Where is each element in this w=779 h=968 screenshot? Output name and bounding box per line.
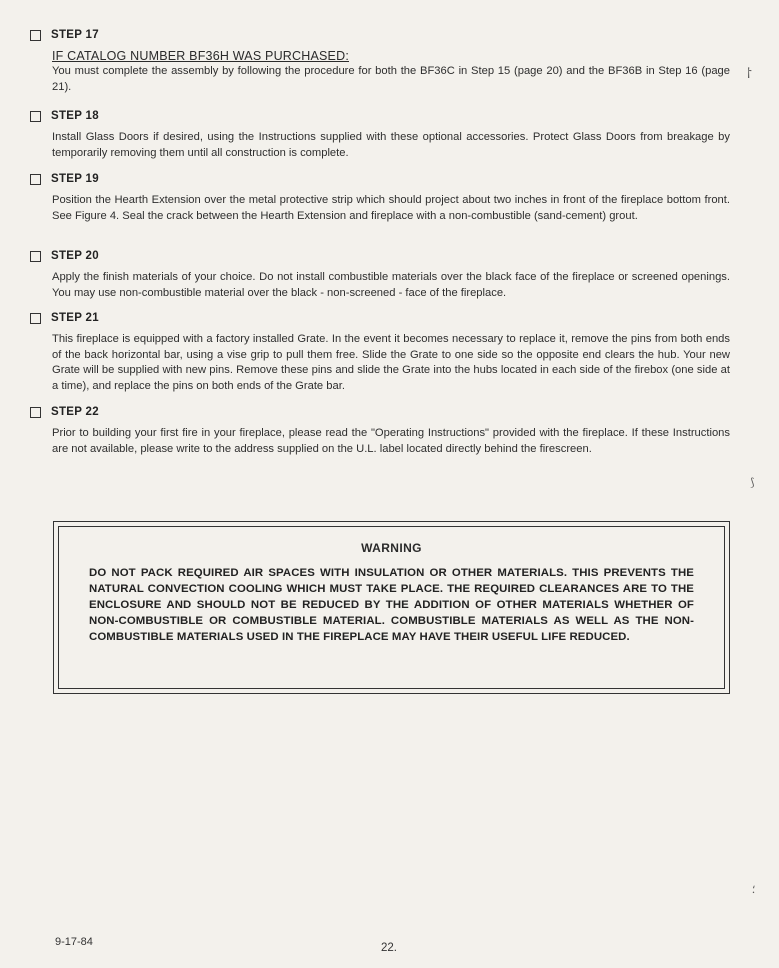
warning-box bbox=[53, 521, 730, 694]
step-20-checkbox[interactable] bbox=[30, 251, 41, 262]
warning-title: WARNING bbox=[361, 541, 422, 555]
step-17-checkbox[interactable] bbox=[30, 30, 41, 41]
step-17 bbox=[30, 27, 730, 95]
step-21 bbox=[30, 310, 730, 394]
step-19-text: Position the Hearth Extension over the metal protective strip which should project about two inches in front of the fireplace bottom front. See Figure 4. Seal the crack between the Hearth Extension and fireplace with a non-combustible (sand-cement) grout. bbox=[52, 194, 730, 222]
scan-mark: ⟆ bbox=[750, 476, 755, 489]
step-20 bbox=[30, 248, 730, 301]
step-18-checkbox[interactable] bbox=[30, 111, 41, 122]
step-22-checkbox[interactable] bbox=[30, 407, 41, 418]
catalog-number-note: IF CATALOG NUMBER BF36H WAS PURCHASED: bbox=[52, 49, 349, 63]
warning-text: DO NOT PACK REQUIRED AIR SPACES WITH INSULATION OR OTHER MATERIALS. THIS PREVENTS THE NATURAL CONVECTION COOLING WHICH MUST TAKE PLACE. THE REQUIRED CLEARANCES ARE TO THE ENCLOSURE AND SHOULD NOT BE REDUCED BY THE ADDITION OF OTHER MATERIALS WHETHER OF NON-COMBUSTIBLE OR COMBUSTIBLE MATERIAL. COMBUSTIBLE MATERIALS AS WELL AS THE NON-COMBUSTIBLE MATERIALS USED IN THE FIREPLACE MAY HAVE THEIR USEFUL LIFE REDUCED. bbox=[89, 567, 694, 643]
step-18-label: STEP 18 bbox=[51, 110, 99, 122]
warning-box-inner bbox=[58, 526, 725, 689]
step-17-label: STEP 17 bbox=[51, 29, 99, 41]
step-19-checkbox[interactable] bbox=[30, 174, 41, 185]
step-20-label: STEP 20 bbox=[51, 250, 99, 262]
step-18-text: Install Glass Doors if desired, using the Instructions supplied with these optional accessories. Protect Glass Doors from breakage by temporarily removing them until all construction is complete. bbox=[52, 131, 730, 159]
step-21-label: STEP 21 bbox=[51, 312, 99, 324]
scan-mark: ⸵ bbox=[752, 883, 755, 896]
step-22 bbox=[30, 404, 730, 457]
step-22-text: Prior to building your first fire in your fireplace, please read the "Operating Instructions" provided with the fireplace. If these Instructions are not available, please write to the address supplied on the U.L. label located directly behind the firescreen. bbox=[52, 427, 730, 455]
footer-date: 9-17-84 bbox=[55, 936, 93, 948]
page-number: 22. bbox=[381, 942, 397, 954]
scan-mark: ⸷ bbox=[746, 66, 753, 82]
step-19 bbox=[30, 171, 730, 224]
step-19-label: STEP 19 bbox=[51, 173, 99, 185]
step-18 bbox=[30, 108, 730, 161]
step-22-label: STEP 22 bbox=[51, 406, 99, 418]
step-20-text: Apply the finish materials of your choice. Do not install combustible materials over the black face of the fireplace or screened openings. You may use non-combustible material over the black - non-screened - face of the fireplace. bbox=[52, 271, 730, 299]
step-21-checkbox[interactable] bbox=[30, 313, 41, 324]
step-17-text: You must complete the assembly by following the procedure for both the BF36C in Step 15 (page 20) and the BF36B in Step 16 (page 21). bbox=[52, 65, 730, 93]
step-21-text: This fireplace is equipped with a factory installed Grate. In the event it becomes necessary to replace it, remove the pins from both ends of the back horizontal bar, using a vise grip to pull them free. Slide the Grate to one side so the opposite end clears the hub. Your new Grate will be supplied with new pins. Remove these pins and slide the Grate into the hubs located in each side of the firebox (one side at a time), and replace the pins on both ends of the Grate bar. bbox=[52, 333, 730, 392]
